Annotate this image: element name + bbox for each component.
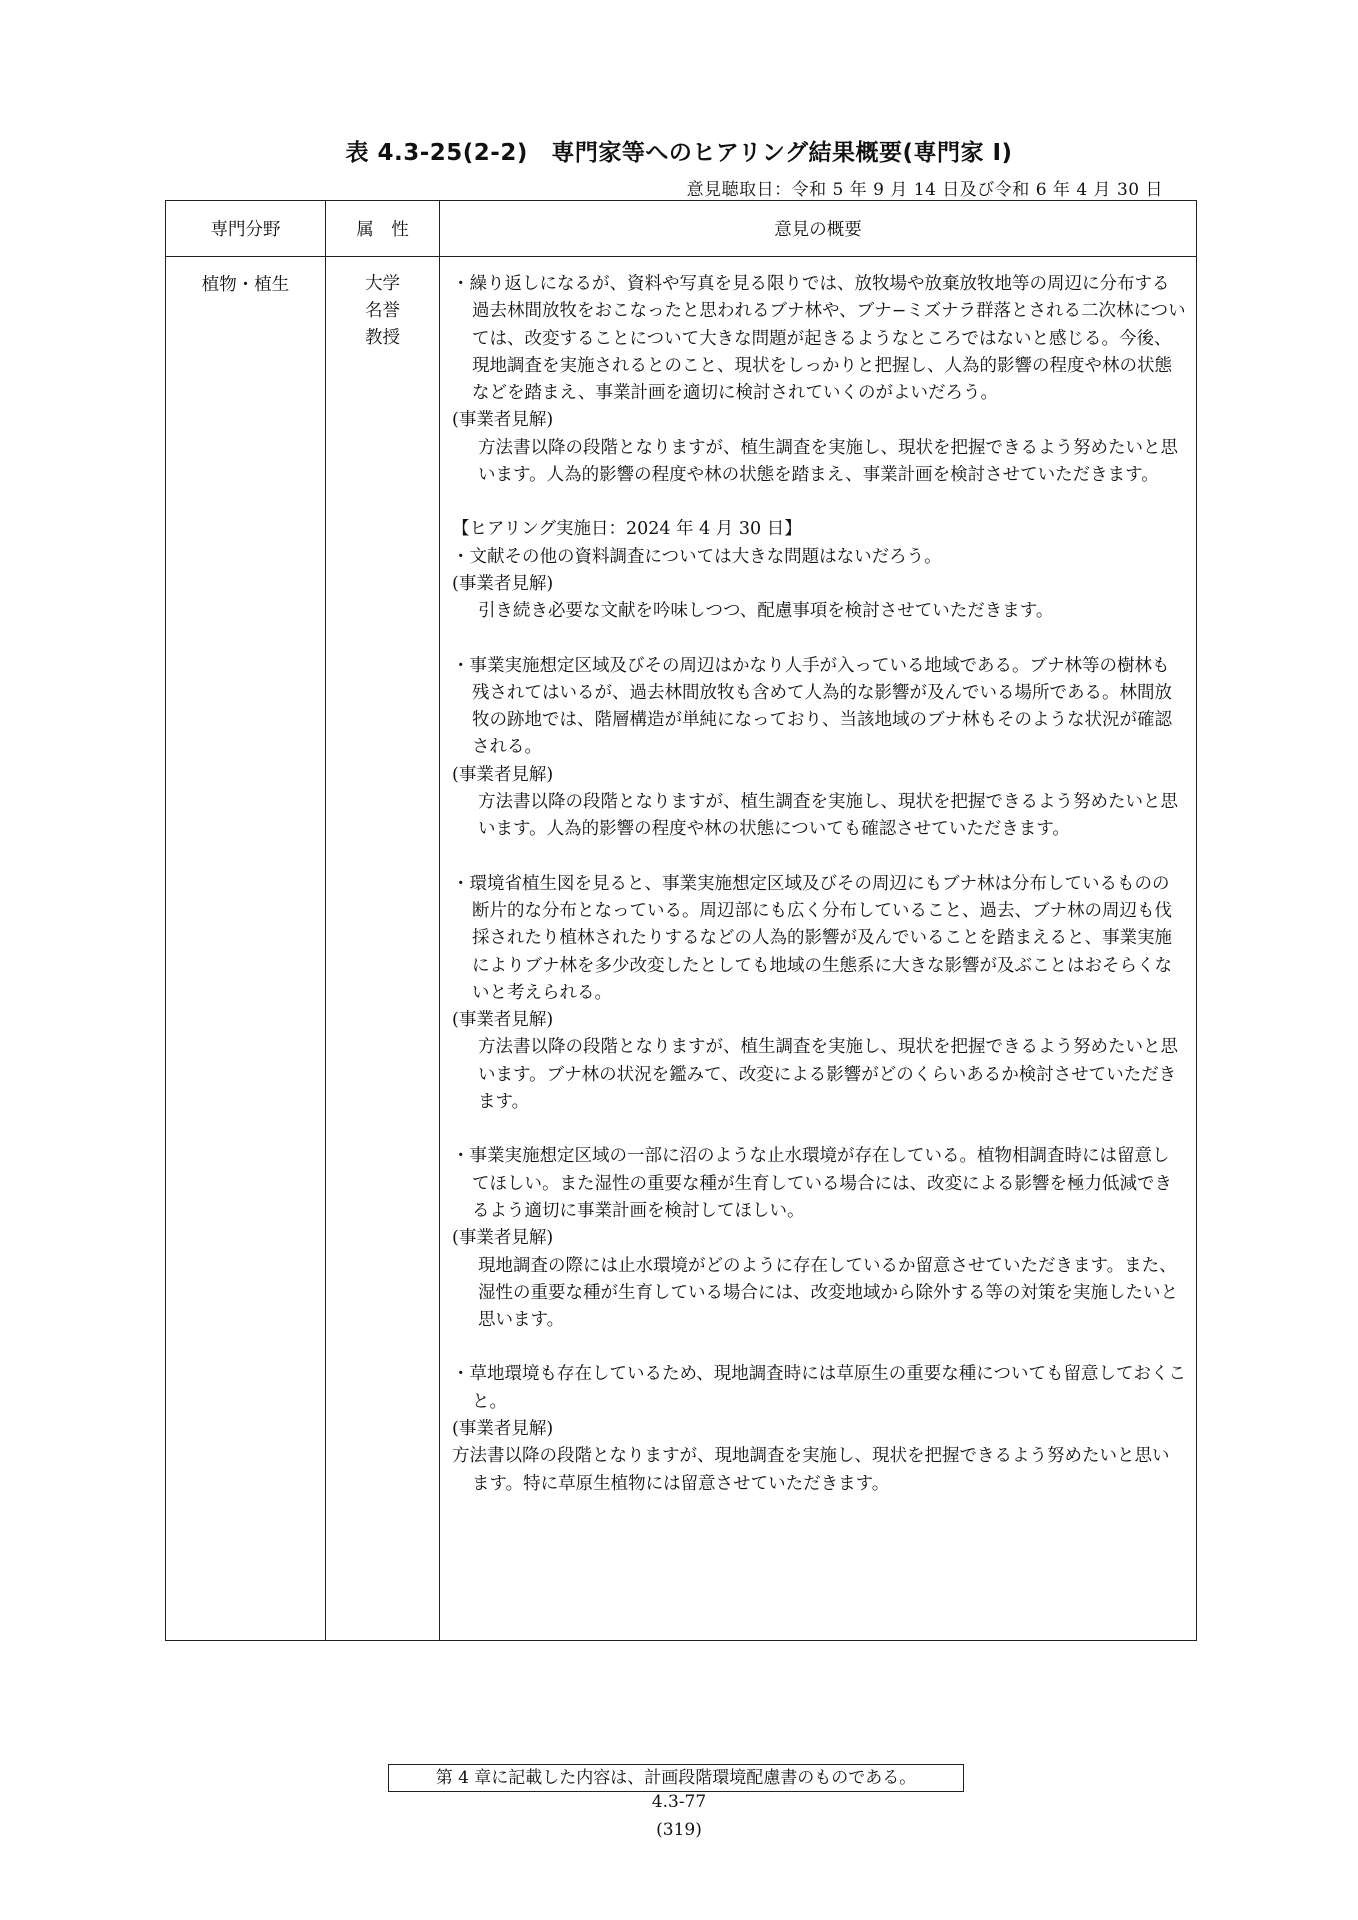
chapter-notice: 第 4 章に記載した内容は、計画段階環境配慮書のものである。 <box>388 1764 964 1792</box>
table-row <box>166 257 1197 1641</box>
header-opinion: 意見の概要 <box>440 201 1197 257</box>
attribute-line: 大学 <box>365 274 400 294</box>
page-number: 4.3-77 <box>651 1792 707 1812</box>
response-6: 方法書以降の段階となりますが、現地調査を実施し、現状を把握できるよう努めたいと思います。特に草原生植物には留意させていただきます。 <box>452 1446 1170 1494</box>
response-heading: (事業者見解) <box>452 573 554 594</box>
response-1: 方法書以降の段階となりますが、植生調査を実施し、現状を把握できるよう努めたいと思います。人為的影響の程度や林の状態を踏まえ、事業計画を検討させていただきます。 <box>478 437 1178 486</box>
opinion-1: ・繰り返しになるが、資料や写真を見る限りでは、放牧場や放棄放牧地等の周辺に分布する過去林間放牧をおこなったと思われるブナ林や、ブナ−ミズナラ群落とされる二次林については、改変することについて大きな問題が起きるようなところではないと感じる。今後、現地調査を実施されるとのこと、現状をしっかりと把握し、人為的影響の程度や林の状態などを踏まえ、事業計画を適切に検討されていくのがよいだろう。 <box>452 274 1186 404</box>
table-title: 表 4.3-25(2-2) 専門家等へのヒアリング結果概要(専門家 I) <box>345 140 1013 166</box>
hearing-date-heading: 【ヒアリング実施日：2024 年 4 月 30 日】 <box>452 519 802 540</box>
header-field: 専門分野 <box>166 201 326 257</box>
attribute-line: 名誉 <box>365 301 400 321</box>
opinion-4: ・環境省植生図を見ると、事業実施想定区域及びその周辺にもブナ林は分布しているものの断片的な分布となっている。周辺部にも広く分布していること、過去、ブナ林の周辺も伐採されたり植林されたりするなどの人為的影響が及んでいることを踏まえると、事業実施によりブナ林を多少改変したとしても地域の生態系に大きな影響が及ぶことはおそらくないと考えられる。 <box>452 873 1172 1003</box>
response-heading: (事業者見解) <box>452 1418 554 1439</box>
page-total: (319) <box>656 1820 702 1840</box>
opinion-cell <box>440 257 1197 1641</box>
attribute-cell <box>326 257 440 1641</box>
response-heading: (事業者見解) <box>452 410 554 431</box>
attribute-line: 教授 <box>365 328 400 348</box>
hearing-date: 意見聴取日：令和 5 年 9 月 14 日及び令和 6 年 4 月 30 日 <box>686 180 1163 200</box>
opinion-5: ・事業実施想定区域の一部に沼のような止水環境が存在している。植物相調査時には留意してほしい。また湿性の重要な種が生育している場合には、改変による影響を極力低減できるよう適切に事業計画を検討してほしい。 <box>452 1146 1172 1221</box>
response-heading: (事業者見解) <box>452 1228 554 1249</box>
response-3: 方法書以降の段階となりますが、植生調査を実施し、現状を把握できるよう努めたいと思います。人為的影響の程度や林の状態についても確認させていただきます。 <box>478 792 1178 840</box>
response-4: 方法書以降の段階となりますが、植生調査を実施し、現状を把握できるよう努めたいと思います。ブナ林の状況を鑑みて、改変による影響がどのくらいあるか検討させていただきます。 <box>478 1037 1178 1113</box>
opinion-2: ・文献その他の資料調査については大きな問題はないだろう。 <box>452 546 942 567</box>
hearing-results-table <box>165 200 1197 1641</box>
response-5: 現地調査の際には止水環境がどのように存在しているか留意させていただきます。また、湿性の重要な種が生育している場合には、改変地域から除外する等の対策を実施したいと思います。 <box>478 1255 1178 1331</box>
header-attribute: 属 性 <box>326 201 440 257</box>
response-2: 引き続き必要な文献を吟味しつつ、配慮事項を検討させていただきます。 <box>478 601 1054 622</box>
field-cell: 植物・植生 <box>166 257 326 1641</box>
opinion-3: ・事業実施想定区域及びその周辺はかなり人手が入っている地域である。ブナ林等の樹林も残されてはいるが、過去林間放牧も含めて人為的な影響が及んでいる場所である。林間放牧の跡地では、階層構造が単純になっており、当該地域のブナ林もそのような状況が確認される。 <box>452 655 1172 758</box>
response-heading: (事業者見解) <box>452 1010 554 1031</box>
opinion-6: ・草地環境も存在しているため、現地調査時には草原生の重要な種についても留意しておくこと。 <box>452 1364 1186 1412</box>
response-heading: (事業者見解) <box>452 764 554 785</box>
table-header-row <box>166 201 1197 257</box>
